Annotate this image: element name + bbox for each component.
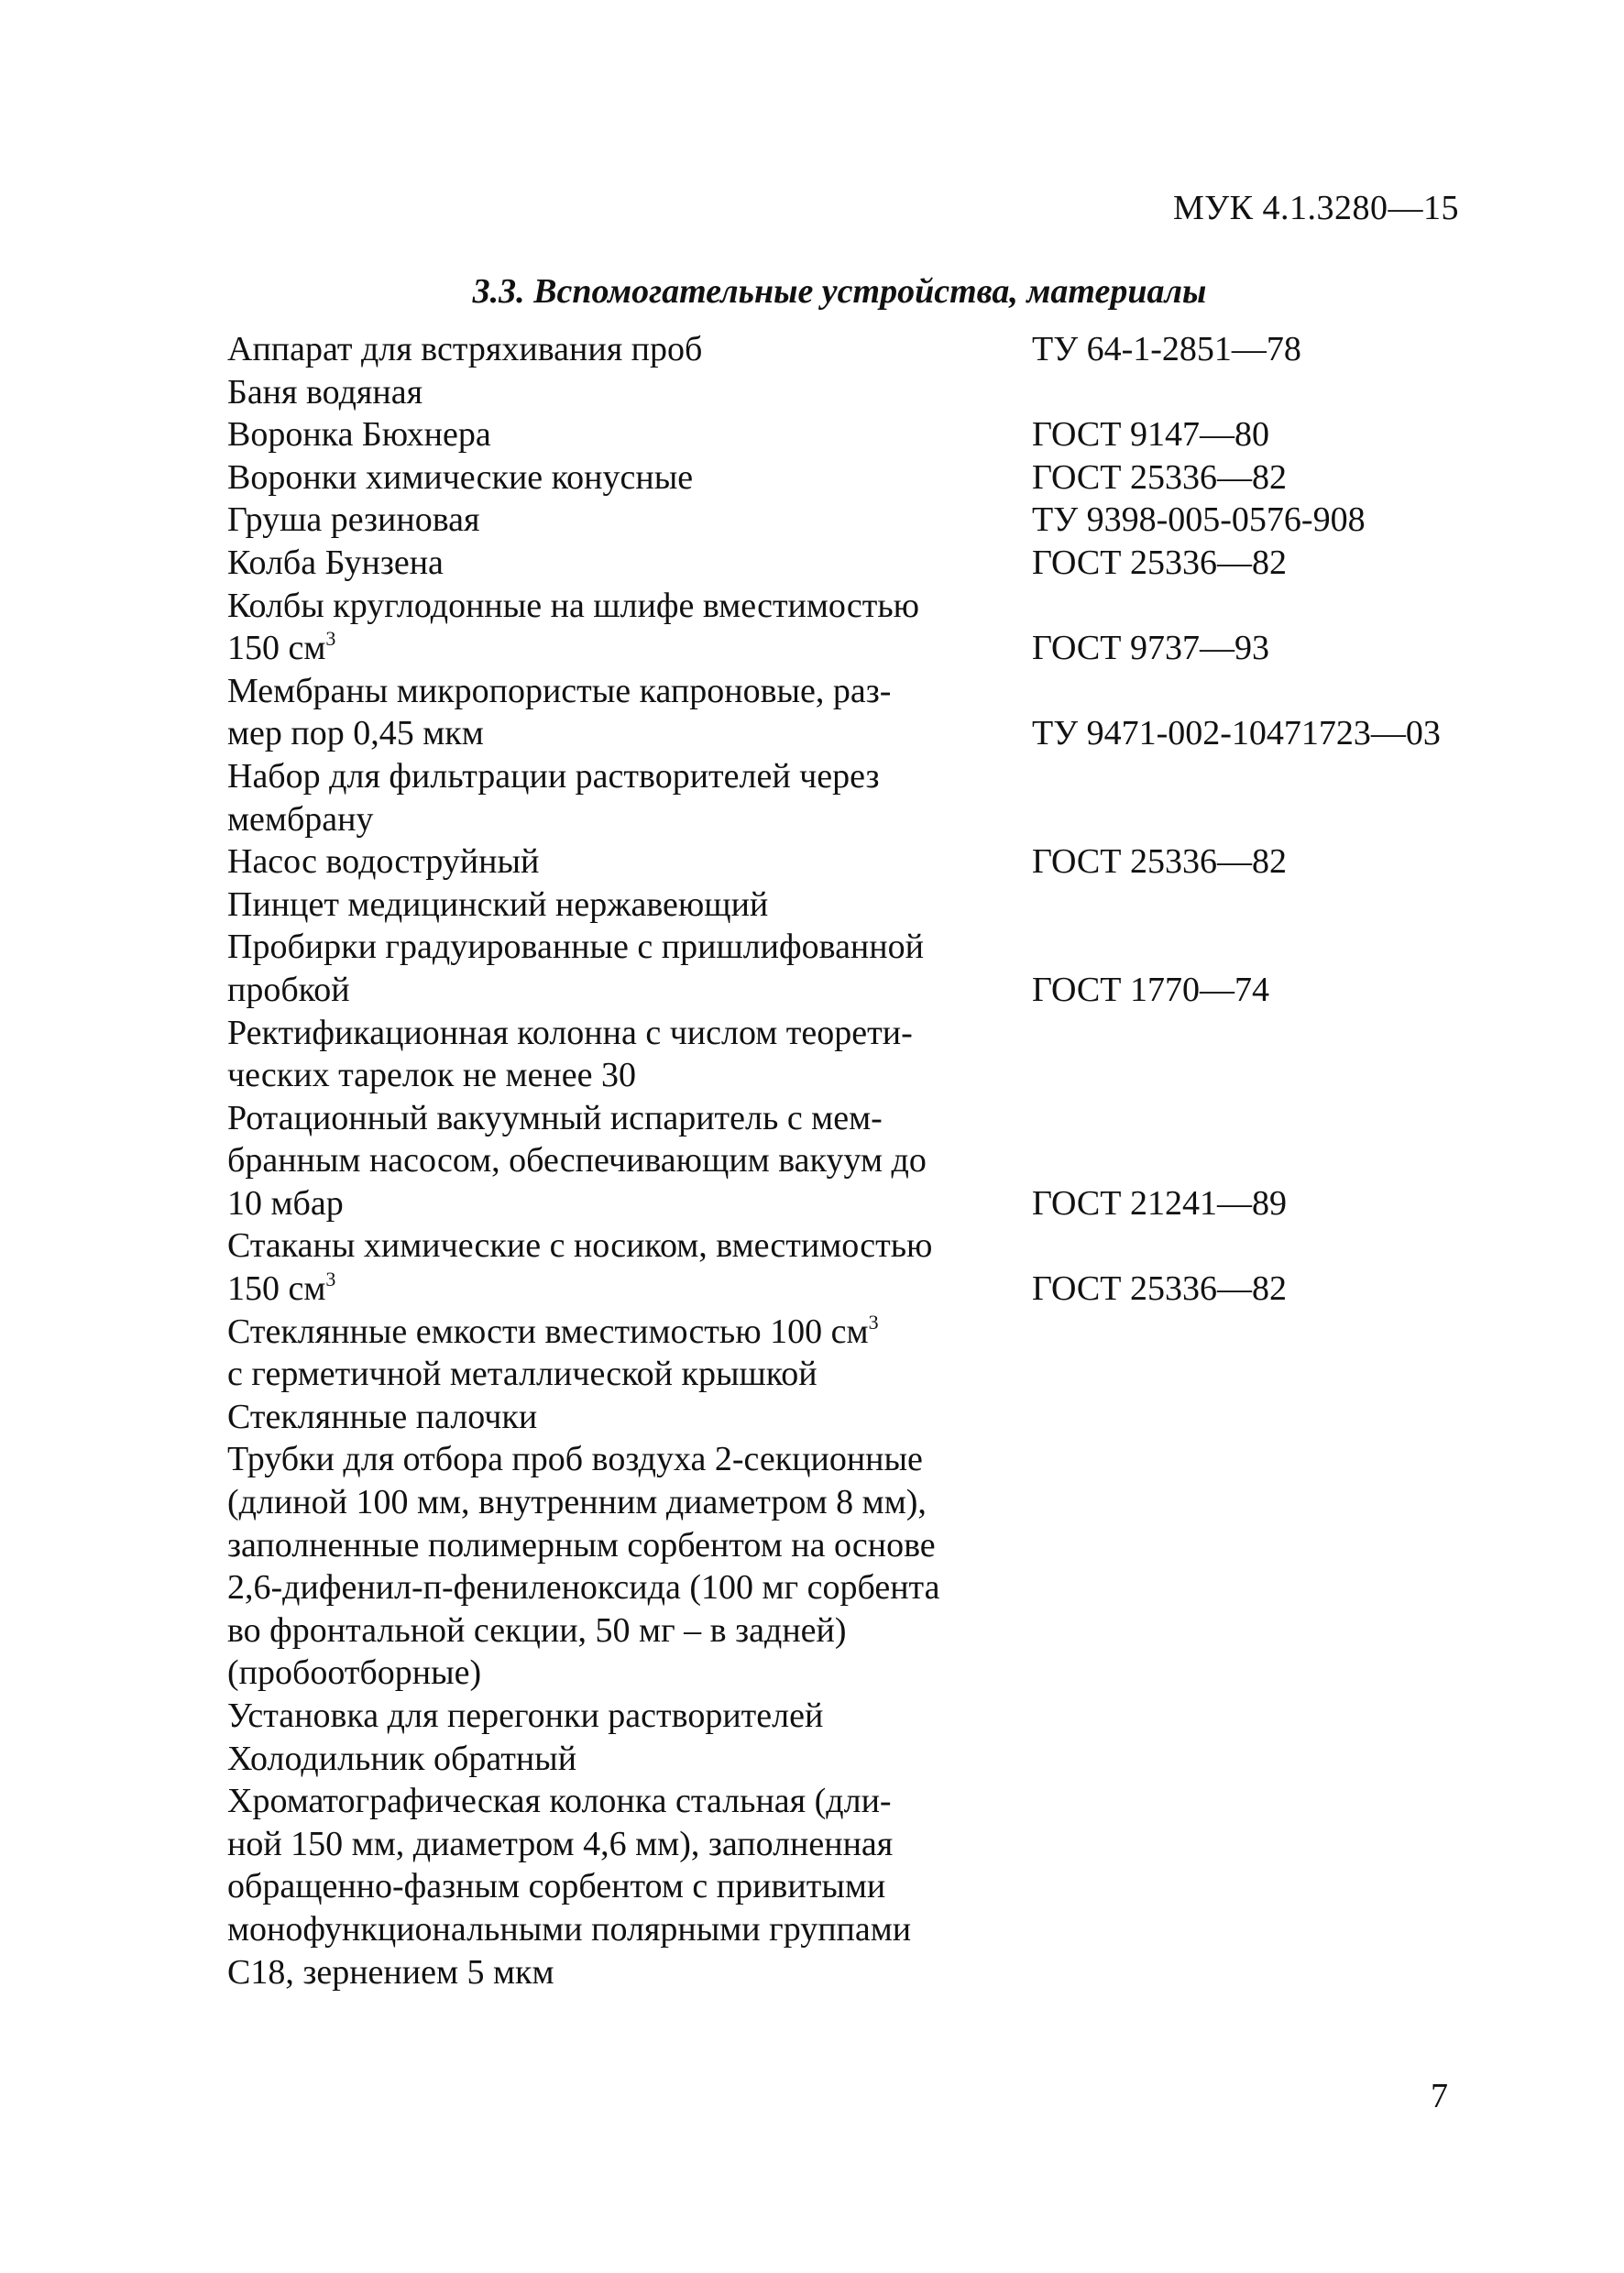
item-name (227, 884, 1026, 927)
item-standard-ref (1026, 371, 1510, 414)
item-standard-ref: ТУ 64-1-2851—78 (1032, 330, 1301, 368)
item-name (227, 1738, 1026, 1781)
item-standard-ref: ГОСТ 9147—80 (1032, 415, 1269, 455)
item-name (227, 926, 1026, 1011)
document-code: МУК 4.1.3280—15 (1172, 189, 1459, 227)
list-item (227, 1396, 1510, 1439)
item-standard-ref (1026, 1695, 1510, 1738)
item-standard-ref: ГОСТ 25336—82 (1032, 543, 1287, 582)
list-item (227, 755, 1510, 840)
item-name (227, 1438, 1026, 1695)
item-name (227, 371, 1026, 414)
item-standard-ref (1026, 1396, 1510, 1439)
item-name-line: Стеклянные палочки (227, 1397, 538, 1436)
superscript: 3 (325, 627, 336, 651)
item-standard-ref: ГОСТ 9737—93 (1032, 629, 1269, 668)
item-name-line: Стеклянные емкости вместимостью 100 $см^3$ (227, 1310, 879, 1351)
item-name-line: Воронка Бюхнера (227, 415, 491, 455)
item-standard-ref (1026, 884, 1510, 927)
list-item (227, 670, 1510, 755)
list-item (227, 884, 1510, 927)
item-name (227, 328, 1026, 371)
item-name-line: заполненные полимерным сорбентом на основе (227, 1525, 936, 1565)
list-item (227, 1311, 1510, 1396)
item-name (227, 1097, 1026, 1225)
item-name (227, 1224, 1026, 1310)
item-name-line: Набор для фильтрации растворителей через (227, 756, 880, 796)
item-name-line: 2,6-дифенил-п-фениленоксида (100 мг сорбента (227, 1568, 940, 1608)
item-standard-ref (1026, 1054, 1510, 1097)
item-name-line: Колба Бунзена (227, 543, 444, 582)
item-name-line: пробкой (227, 970, 350, 1009)
item-standard-ref: ГОСТ 25336—82 (1032, 1269, 1287, 1309)
item-name-line: С18, зернением 5 мкм (227, 1952, 554, 1992)
item-name (227, 1695, 1026, 1738)
list-item (227, 926, 1510, 1011)
item-standard-ref: ТУ 9471-002-10471723—03 (1032, 714, 1441, 753)
list-item (227, 1780, 1510, 1993)
list-item (227, 1224, 1510, 1310)
list-item (227, 1438, 1510, 1695)
item-name-line: Баня водяная (227, 372, 423, 412)
item-standard-ref (1026, 1738, 1510, 1781)
item-name (227, 413, 1026, 456)
item-name-line: обращенно-фазным сорбентом с привитыми (227, 1867, 886, 1906)
item-name (227, 1780, 1026, 1993)
item-name (227, 755, 1026, 840)
item-name (227, 456, 1026, 500)
item-name (227, 670, 1026, 755)
list-item (227, 585, 1510, 670)
item-name-line: 10 мбар (227, 1183, 344, 1223)
item-name-line: Мембраны микропористые капроновые, раз- (227, 671, 892, 710)
list-item (227, 413, 1510, 456)
list-item (227, 1012, 1510, 1097)
item-name-line: бранным насосом, обеспечивающим вакуум до (227, 1141, 927, 1180)
list-item (227, 499, 1510, 542)
item-name (227, 585, 1026, 670)
item-name-line: с герметичной металлической крышкой (227, 1355, 817, 1394)
item-name-line: монофункциональными полярными группами (227, 1909, 912, 1949)
item-name-line: 150 $см^3$ (227, 1268, 336, 1309)
item-name-line: во фронтальной секции, 50 мг – в задней) (227, 1610, 847, 1650)
list-item (227, 840, 1510, 884)
page-number: 7 (1431, 2077, 1448, 2115)
item-name-line: мер пор 0,45 мкм (227, 714, 484, 753)
item-name-line: (длиной 100 мм, внутренним диаметром 8 мм), (227, 1483, 927, 1522)
equipment-list (227, 328, 1510, 1993)
item-standard-ref: ГОСТ 1770—74 (1032, 970, 1269, 1009)
list-item (227, 1738, 1510, 1781)
item-name-line: Хроматографическая колонка стальная (дли- (227, 1782, 892, 1821)
item-name (227, 1311, 1026, 1396)
item-standard-ref (1026, 798, 1510, 841)
item-name (227, 542, 1026, 585)
item-name-line: Трубки для отбора проб воздуха 2-секционные (227, 1440, 923, 1479)
item-name-line: Груша резиновая (227, 500, 480, 540)
superscript: 3 (868, 1310, 879, 1334)
item-name-line: Пинцет медицинский нержавеющий (227, 884, 769, 924)
item-name-line: ной 150 мм, диаметром 4,6 мм), заполненная (227, 1824, 894, 1863)
item-name-line: Аппарат для встряхивания проб (227, 330, 703, 368)
item-name (227, 840, 1026, 884)
item-name-line: 150 $см^3$ (227, 627, 336, 668)
item-standard-ref: ГОСТ 21241—89 (1032, 1183, 1287, 1223)
item-name-line: Воронки химические конусные (227, 457, 694, 497)
item-standard-ref: ГОСТ 25336—82 (1032, 457, 1287, 497)
item-name-line: ческих тарелок не менее 30 (227, 1056, 636, 1095)
superscript: 3 (325, 1268, 336, 1291)
list-item (227, 456, 1510, 500)
item-name-line: Установка для перегонки растворителей (227, 1697, 824, 1735)
item-name-line: Ротационный вакуумный испаритель с мем- (227, 1098, 883, 1137)
item-name-line: Холодильник обратный (227, 1739, 577, 1778)
list-item (227, 1097, 1510, 1225)
item-name (227, 1012, 1026, 1097)
item-name-line: Насос водоструйный (227, 842, 540, 882)
item-standard-ref: ГОСТ 25336—82 (1032, 842, 1287, 882)
list-item (227, 328, 1510, 371)
list-item (227, 542, 1510, 585)
item-name-line: Пробирки градуированные с пришлифованной (227, 928, 924, 967)
list-item (227, 371, 1510, 414)
item-standard-ref (1026, 1951, 1510, 1994)
item-standard-ref: ТУ 9398-005-0576-908 (1032, 500, 1366, 540)
item-name-line: (пробоотборные) (227, 1653, 482, 1693)
item-standard-ref (1026, 1652, 1510, 1695)
item-name-line: Колбы круглодонные на шлифе вместимостью (227, 586, 920, 625)
section-heading: 3.3. Вспомогательные устройства, материалы (472, 272, 1207, 311)
item-name (227, 1396, 1026, 1439)
item-name (227, 499, 1026, 542)
item-name-line: мембрану (227, 799, 374, 839)
item-name-line: Ректификационная колонна с числом теорети- (227, 1013, 913, 1052)
item-name-line: Стаканы химические с носиком, вместимостью (227, 1226, 933, 1266)
list-item (227, 1695, 1510, 1738)
item-standard-ref (1026, 1353, 1510, 1396)
